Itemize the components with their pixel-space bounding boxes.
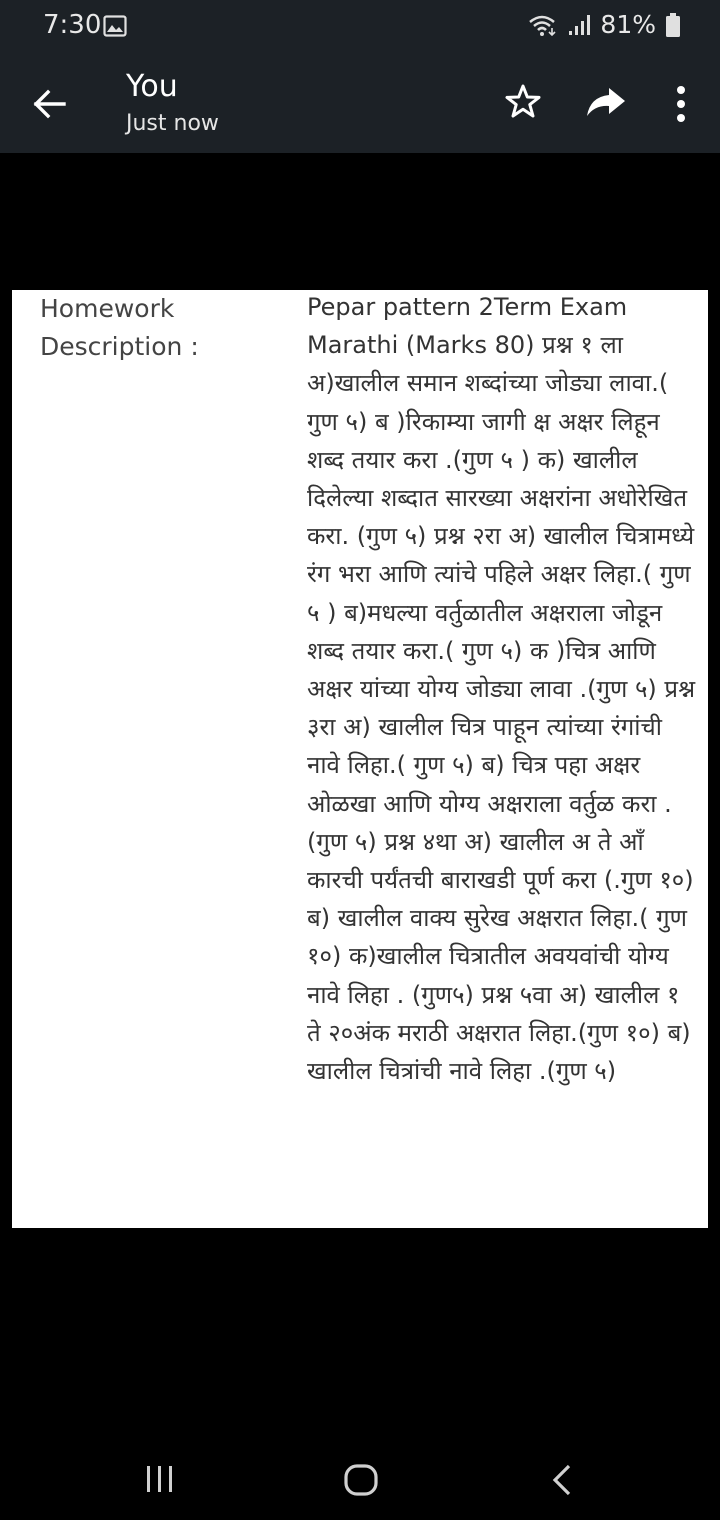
homework-description-label (40, 290, 290, 366)
more-vert-icon[interactable] (664, 82, 698, 126)
back-icon[interactable] (551, 1464, 573, 1496)
status-time: 7:30 (43, 10, 102, 40)
status-bar (0, 0, 720, 56)
homework-card (12, 290, 708, 1228)
battery-icon (666, 13, 680, 37)
homework-description-text: Pepar pattern 2Term Exam Marathi (Marks 80) प्रश्न १ ला अ)खालील समान शब्दांच्या जोड्या लावा.( गुण ५) ब )रिकाम्या जागी क्ष अक्षर लिहून शब्द तयार करा .(गुण ५ ) क) खालील दिलेल्या शब्दात सारख्या अक्षरांना अधोरेखित करा. (गुण ५) प्रश्न २रा अ) खालील चित्रामध्ये रंग भरा आणि त्यांचे पहिले अक्षर लिहा.( गुण ५ ) ब)मधल्या वर्तुळातील अक्षराला जोडून शब्द तयार करा.( गुण ५) क )चित्र आणि अक्षर यांच्या योग्य जोड्या लावा .(गुण ५) प्रश्न ३रा अ) खालील चित्र पाहून त्यांच्या रंगांची नावे लिहा.( गुण ५) ब) चित्र पहा अक्षर ओळखा आणि योग्य अक्षराला वर्तुळ करा .(गुण ५) प्रश्न ४था अ) खालील अ ते आँ कारची पर्यंतची बाराखडी पूर्ण करा (.गुण १०) ब) खालील वाक्य सुरेख अक्षरात लिहा.( गुण १०) क)खालील चित्रातील अवयवांची योग्य नावे लिहा . (गुण५) प्रश्न ५वा अ) खालील १ ते २०अंक मराठी अक्षरात लिहा.(गुण १०) ब) खालील चित्रांची नावे लिहा .(गुण ५) (307, 293, 696, 1086)
share-icon[interactable] (585, 82, 627, 122)
battery-percent: 81% (600, 10, 656, 39)
navigation-bar (0, 1420, 720, 1520)
gallery-icon (103, 15, 127, 37)
home-icon[interactable] (343, 1464, 379, 1496)
label-line-homework: Homework (40, 294, 175, 323)
signal-icon (568, 14, 590, 36)
back-arrow-icon[interactable] (28, 82, 72, 126)
star-icon[interactable] (503, 82, 543, 122)
label-line-description: Description : (40, 332, 199, 361)
sent-time: Just now (126, 111, 219, 136)
sender-name: You (126, 69, 178, 104)
app-bar (0, 56, 720, 153)
wifi-icon (528, 14, 558, 36)
recents-icon[interactable] (145, 1464, 175, 1494)
